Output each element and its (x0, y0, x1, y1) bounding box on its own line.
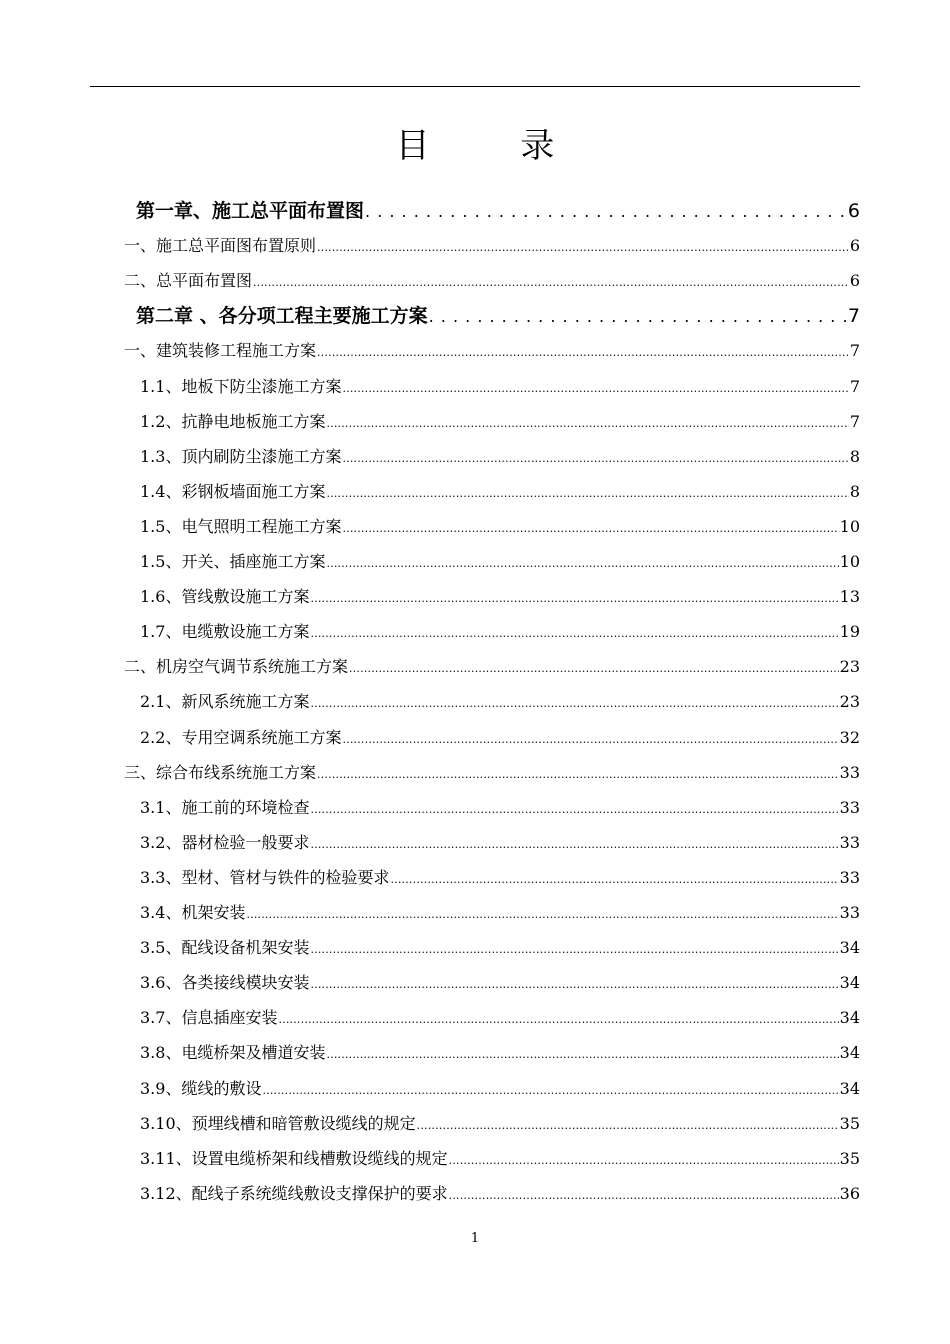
toc-dot-leader (429, 302, 847, 331)
toc-dot-leader (246, 902, 838, 926)
toc-entry-sub[interactable] (140, 689, 860, 715)
toc-dot-leader (317, 235, 849, 259)
toc-entry-sub[interactable] (140, 619, 860, 645)
toc-entry-label: 3.4、机架安装 (140, 903, 246, 922)
toc-dot-leader (342, 376, 848, 400)
toc-entry-label: 1.5、电气照明工程施工方案 (140, 516, 342, 536)
toc-entry-page: 34 (839, 973, 860, 993)
toc-entry-section[interactable] (124, 654, 860, 680)
toc-entry-chapter[interactable] (136, 196, 860, 226)
toc-entry-label: 1.3、顶内刷防尘漆施工方案 (140, 446, 342, 466)
toc-entry-page: 7 (849, 376, 860, 396)
toc-entry-page: 23 (839, 657, 860, 677)
toc-entry-sub[interactable] (140, 1181, 860, 1207)
toc-entry-label: 3.8、电缆桥架及槽道安装 (140, 1043, 326, 1063)
toc-entry-label: 3.7、信息插座安装 (140, 1008, 278, 1028)
toc-entry-label: 1.1、地板下防尘漆施工方案 (140, 376, 342, 396)
toc-entry-page: 7 (849, 411, 860, 431)
toc-entry-page: 7 (847, 305, 860, 328)
toc-dot-leader (349, 656, 839, 680)
toc-entry-section[interactable] (124, 760, 860, 786)
toc-entry-label: 一、建筑装修工程施工方案 (124, 341, 317, 361)
toc-dot-leader (310, 691, 838, 715)
toc-entry-section[interactable] (124, 233, 860, 259)
toc-entry-page: 33 (839, 832, 860, 852)
toc-entry-page: 34 (839, 1008, 860, 1028)
toc-entry-label: 3.12、配线子系统缆线敷设支撑保护的要求 (140, 1183, 448, 1203)
toc-entry-label: 3.1、施工前的环境检查 (140, 797, 310, 817)
toc-entry-sub[interactable] (140, 1111, 860, 1137)
toc-dot-leader (449, 1148, 839, 1172)
toc-entry-label: 3.11、设置电缆桥架和线槽敷设缆线的规定 (140, 1148, 448, 1168)
toc-entry-chapter[interactable] (136, 301, 860, 331)
toc-dot-leader (317, 762, 839, 786)
toc-dot-leader (326, 411, 848, 435)
toc-dot-leader (310, 586, 838, 610)
toc-entry-page: 19 (839, 622, 860, 642)
toc-entry-label: 3.9、缆线的敷设 (140, 1078, 262, 1098)
toc-dot-leader (326, 551, 838, 575)
toc-entry-sub[interactable] (140, 900, 860, 926)
toc-entry-sub[interactable] (140, 935, 860, 961)
toc-entry-page: 8 (849, 481, 860, 501)
toc-entry-page: 6 (849, 271, 860, 291)
toc-entry-sub[interactable] (140, 970, 860, 996)
toc-dot-leader (262, 1078, 838, 1102)
toc-entry-label: 2.1、新风系统施工方案 (140, 692, 310, 712)
toc-entry-page: 34 (839, 938, 860, 958)
toc-entry-page: 23 (839, 692, 860, 712)
toc-dot-leader (342, 516, 838, 540)
toc-entry-sub[interactable] (140, 374, 860, 400)
toc-entry-sub[interactable] (140, 514, 860, 540)
toc-entry-label: 3.5、配线设备机架安装 (140, 938, 310, 958)
toc-dot-leader (326, 1042, 838, 1066)
toc-dot-leader (310, 797, 838, 821)
toc-entry-sub[interactable] (140, 479, 860, 505)
toc-dot-leader (310, 832, 838, 856)
toc-dot-leader (317, 340, 849, 364)
toc-entry-page: 33 (839, 903, 860, 922)
toc-entry-label: 3.6、各类接线模块安装 (140, 973, 310, 993)
toc-entry-page: 36 (839, 1183, 860, 1203)
toc-dot-leader (449, 1183, 839, 1207)
toc-dot-leader (253, 270, 849, 294)
toc-dot-leader (365, 197, 847, 226)
toc-entry-page: 35 (839, 1148, 860, 1168)
toc-entry-label: 1.2、抗静电地板施工方案 (140, 411, 326, 431)
toc-dot-leader (390, 867, 838, 891)
toc-entry-page: 33 (839, 762, 860, 782)
toc-entry-label: 二、总平面布置图 (124, 271, 253, 291)
toc-dot-leader (310, 972, 838, 996)
toc-entry-label: 二、机房空气调节系统施工方案 (124, 657, 349, 677)
toc-entry-page: 10 (839, 516, 860, 536)
toc-entry-page: 8 (849, 446, 860, 466)
toc-entry-sub[interactable] (140, 1040, 860, 1066)
toc-dot-leader (310, 621, 838, 645)
toc-entry-page: 32 (839, 727, 860, 747)
toc-entry-page: 6 (847, 200, 860, 222)
toc-entry-label: 第二章 、各分项工程主要施工方案 (136, 305, 428, 328)
toc-entry-sub[interactable] (140, 865, 860, 891)
toc-dot-leader (417, 1113, 839, 1137)
toc-entry-label: 1.7、电缆敷设施工方案 (140, 622, 310, 642)
toc-entry-page: 10 (839, 552, 860, 571)
toc-entry-page: 33 (839, 797, 860, 817)
toc-entry-sub[interactable] (140, 549, 860, 575)
toc-entry-label: 1.5、开关、插座施工方案 (140, 552, 326, 571)
toc-entry-sub[interactable] (140, 830, 860, 856)
toc-entry-section[interactable] (124, 268, 860, 294)
toc-entry-label: 2.2、专用空调系统施工方案 (140, 727, 342, 747)
toc-entry-label: 第一章、施工总平面布置图 (136, 200, 365, 222)
document-title: 目 录 (395, 126, 595, 166)
toc-entry-sub[interactable] (140, 444, 860, 470)
toc-entry-sub[interactable] (140, 725, 860, 751)
toc-entry-section[interactable] (124, 338, 860, 364)
page-number: 1 (470, 1231, 480, 1246)
toc-entry-page: 34 (839, 1078, 860, 1098)
toc-dot-leader (342, 446, 848, 470)
toc-entry-label: 3.10、预埋线槽和暗管敷设缆线的规定 (140, 1113, 416, 1133)
toc-entry-sub[interactable] (140, 1146, 860, 1172)
toc-entry-page: 6 (849, 236, 860, 256)
toc-entry-page: 7 (849, 341, 860, 361)
toc-entry-label: 1.4、彩钢板墙面施工方案 (140, 481, 326, 501)
toc-entry-label: 3.2、器材检验一般要求 (140, 832, 310, 852)
toc-entry-page: 34 (839, 1043, 860, 1063)
toc-entry-sub[interactable] (140, 1005, 860, 1031)
toc-entry-page: 13 (839, 587, 860, 607)
toc-entry-sub[interactable] (140, 409, 860, 435)
toc-entry-label: 一、施工总平面图布置原则 (124, 236, 317, 256)
toc-entry-sub[interactable] (140, 795, 860, 821)
toc-entry-page: 35 (839, 1113, 860, 1133)
toc-entry-label: 3.3、型材、管材与铁件的检验要求 (140, 867, 390, 887)
toc-dot-leader (326, 481, 848, 505)
toc-entry-label: 1.6、管线敷设施工方案 (140, 587, 310, 607)
toc-dot-leader (278, 1007, 838, 1031)
toc-entry-page: 33 (839, 867, 860, 887)
toc-dot-leader (310, 937, 838, 961)
toc-entry-sub[interactable] (140, 584, 860, 610)
toc-entry-label: 三、综合布线系统施工方案 (124, 762, 317, 782)
toc-dot-leader (342, 727, 838, 751)
toc-entry-sub[interactable] (140, 1076, 860, 1102)
